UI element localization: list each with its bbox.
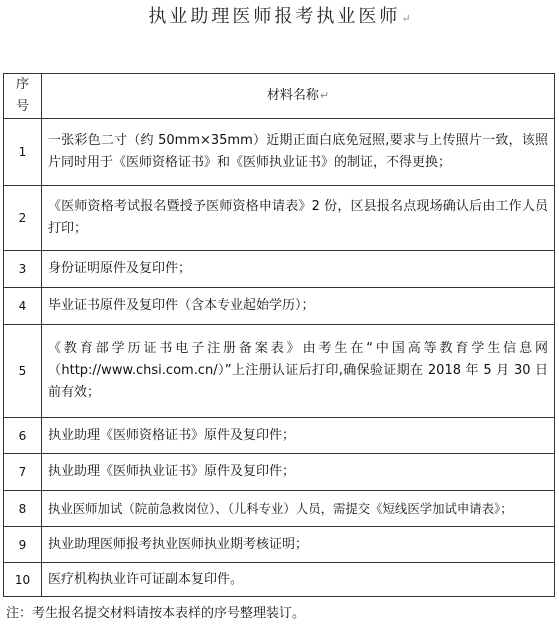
row-material: 《医师资格考试报名暨授予医师资格申请表》2 份，区县报名点现场确认后由工作人员打印； [42, 186, 555, 251]
row-number: 9 [4, 527, 42, 563]
table-row [4, 563, 555, 597]
header-materials [42, 74, 555, 119]
row-number: 4 [4, 288, 42, 325]
header-number: 序号 [4, 74, 42, 119]
table-row [4, 251, 555, 288]
paragraph-mark-icon: ↵ [401, 12, 411, 25]
footnote: 注：考生报名提交材料请按本表样的序号整理装订。 [6, 606, 306, 621]
table-row [4, 288, 555, 325]
row-number: 8 [4, 491, 42, 527]
row-material: 执业助理《医师执业证书》原件及复印件； [42, 454, 555, 491]
row-material: 执业助理《医师资格证书》原件及复印件； [42, 418, 555, 454]
row-material: 《教育部学历证书电子注册备案表》由考生在“中国高等教育学生信息网（http://www.chsi.com.cn/）”上注册认证后打印,确保验证期在 2018 年 5 月 30 日前有效； [42, 325, 555, 418]
table-row [4, 325, 555, 418]
document-title-text: 执业助理医师报考执业医师 [148, 6, 401, 27]
paragraph-mark-icon: ↵ [319, 89, 330, 102]
table-row [4, 527, 555, 563]
materials-table [3, 73, 555, 597]
row-material: 身份证明原件及复印件； [42, 251, 555, 288]
row-number: 3 [4, 251, 42, 288]
document-title [0, 4, 559, 32]
header-materials-text: 材料名称 [266, 88, 319, 103]
row-number: 1 [4, 119, 42, 186]
table-row [4, 119, 555, 186]
row-number: 6 [4, 418, 42, 454]
table-row [4, 186, 555, 251]
row-number: 5 [4, 325, 42, 418]
row-material: 一张彩色二寸（约 50mm×35mm）近期正面白底免冠照,要求与上传照片一致，该照片同时用于《医师资格证书》和《医师执业证书》的制证，不得更换； [42, 119, 555, 186]
row-material: 毕业证书原件及复印件（含本专业起始学历）； [42, 288, 555, 325]
row-number: 10 [4, 563, 42, 597]
table-row [4, 418, 555, 454]
row-number: 7 [4, 454, 42, 491]
table-row [4, 454, 555, 491]
row-material: 执业医师加试（院前急救岗位）、（儿科专业）人员，需提交《短线医学加试申请表》； [42, 491, 555, 527]
row-number: 2 [4, 186, 42, 251]
table-row [4, 491, 555, 527]
table-header-row [4, 74, 555, 119]
row-material: 执业助理医师报考执业医师执业期考核证明； [42, 527, 555, 563]
row-material: 医疗机构执业许可证副本复印件。 [42, 563, 555, 597]
